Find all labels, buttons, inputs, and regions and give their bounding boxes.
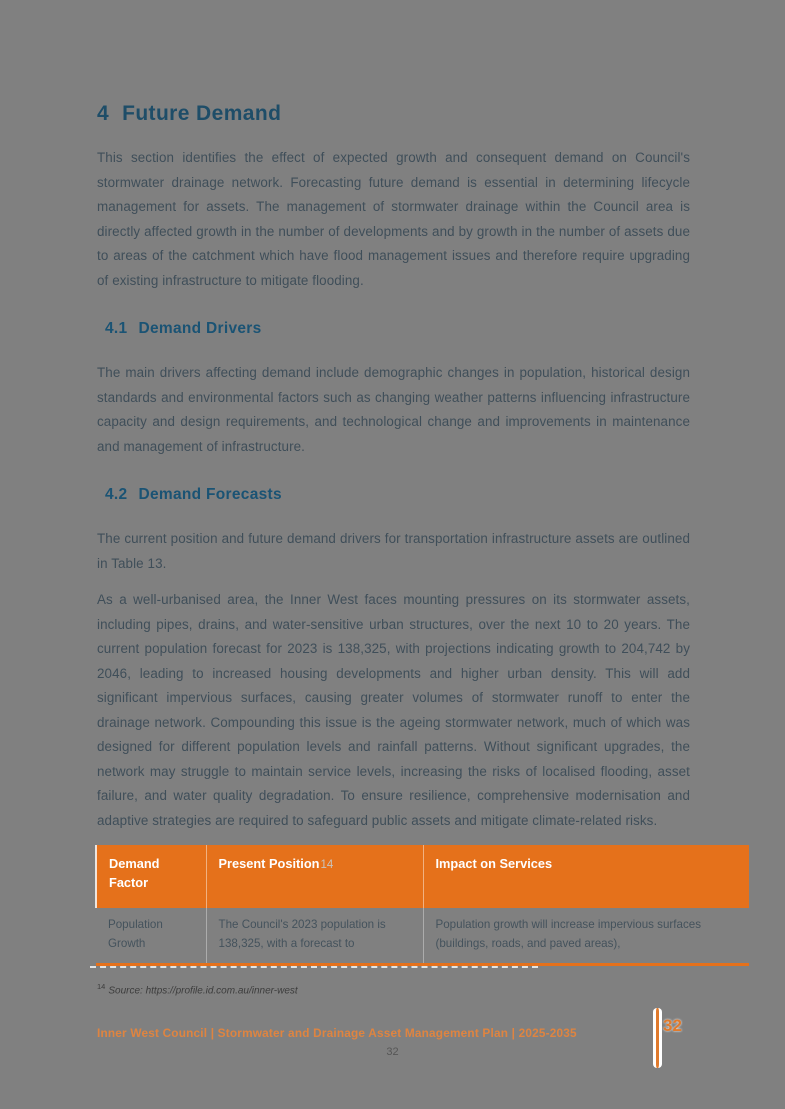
footnote-separator — [90, 966, 538, 968]
intro-paragraph: This section identifies the effect of expected growth and consequent demand on Council's stormwater drainage network. Forecasting future demand is essential in determining lifecycle management for assets. The management of stormwater drainage within the Council area is directly affected growth in the number of developments and by growth in the number of assets due to areas of the catchment which have flood management issues and therefore require upgrading of existing infrastructure to mitigate flooding. — [97, 150, 690, 288]
chapter-heading — [97, 100, 690, 128]
section-title: Demand Drivers — [138, 320, 262, 337]
table-header-present-position: Present Position14 — [206, 845, 423, 908]
page-number-marker — [653, 1008, 682, 1070]
demand-drivers-paragraph: The main drivers affecting demand include demographic changes in population, historical design standards and environmental factors such as changing weather patterns influencing infrastructure capacity and design requirements, and technological change and improvements in maintenance and management of infrastructure. — [97, 365, 690, 454]
page-marker-bar — [653, 1008, 662, 1068]
document-content — [97, 100, 701, 966]
demand-forecasts-paragraph-1: The current position and future demand drivers for transportation infrastructure assets are outlined in Table 13. — [97, 531, 690, 571]
demand-forecasts-paragraph-2: As a well-urbanised area, the Inner West faces mounting pressures on its stormwater assets, including pipes, drains, and water-sensitive urban structures, over the next 10 to 20 years. The current population forecast for 2023 is 138,325, with projections indicating growth to 204,742 by 2046, leading to increased housing developments and higher urban density. This will add significant impervious surfaces, causing greater volumes of stormwater runoff to enter the drainage network. Compounding this issue is the ageing stormwater network, much of which was designed for different population levels and rainfall patterns. Without significant upgrades, the network may struggle to maintain service levels, increasing the risks of localised flooding, asset failure, and water quality degradation. To ensure resilience, comprehensive modernisation and adaptive strategies are required to safeguard public assets and mitigate climate-related risks. — [97, 592, 690, 828]
table-cell-demand-factor: Population Growth — [96, 908, 206, 965]
chapter-number: 4 — [97, 102, 110, 125]
demand-forecast-table — [95, 845, 749, 966]
section-number: 4.2 — [105, 486, 128, 503]
footnote-reference: 14 — [320, 859, 334, 871]
page-number-center: 32 — [386, 1046, 399, 1058]
chapter-title: Future Demand — [122, 102, 282, 125]
section-number: 4.1 — [105, 320, 128, 337]
section-heading-demand-drivers — [97, 319, 690, 339]
footnote-text: Source: https://profile.id.com.au/inner-west — [108, 985, 298, 997]
table-header-row — [96, 845, 749, 908]
footnote-number: 14 — [97, 982, 106, 991]
section-title: Demand Forecasts — [138, 486, 282, 503]
section-heading-demand-forecasts — [97, 485, 690, 505]
footnote — [97, 982, 657, 996]
table-row — [96, 908, 749, 965]
table-header-demand-factor: Demand Factor — [96, 845, 206, 908]
table-cell-impact: Population growth will increase impervious surfaces (buildings, roads, and paved areas), — [423, 908, 749, 965]
table-header-impact-on-services: Impact on Services — [423, 845, 749, 908]
page-number-side: 32 — [663, 1016, 682, 1035]
table-cell-present-position: The Council's 2023 population is 138,325, with a forecast to — [206, 908, 423, 965]
footer-title: Inner West Council | Stormwater and Drainage Asset Management Plan | 2025-2035 — [97, 1026, 577, 1040]
